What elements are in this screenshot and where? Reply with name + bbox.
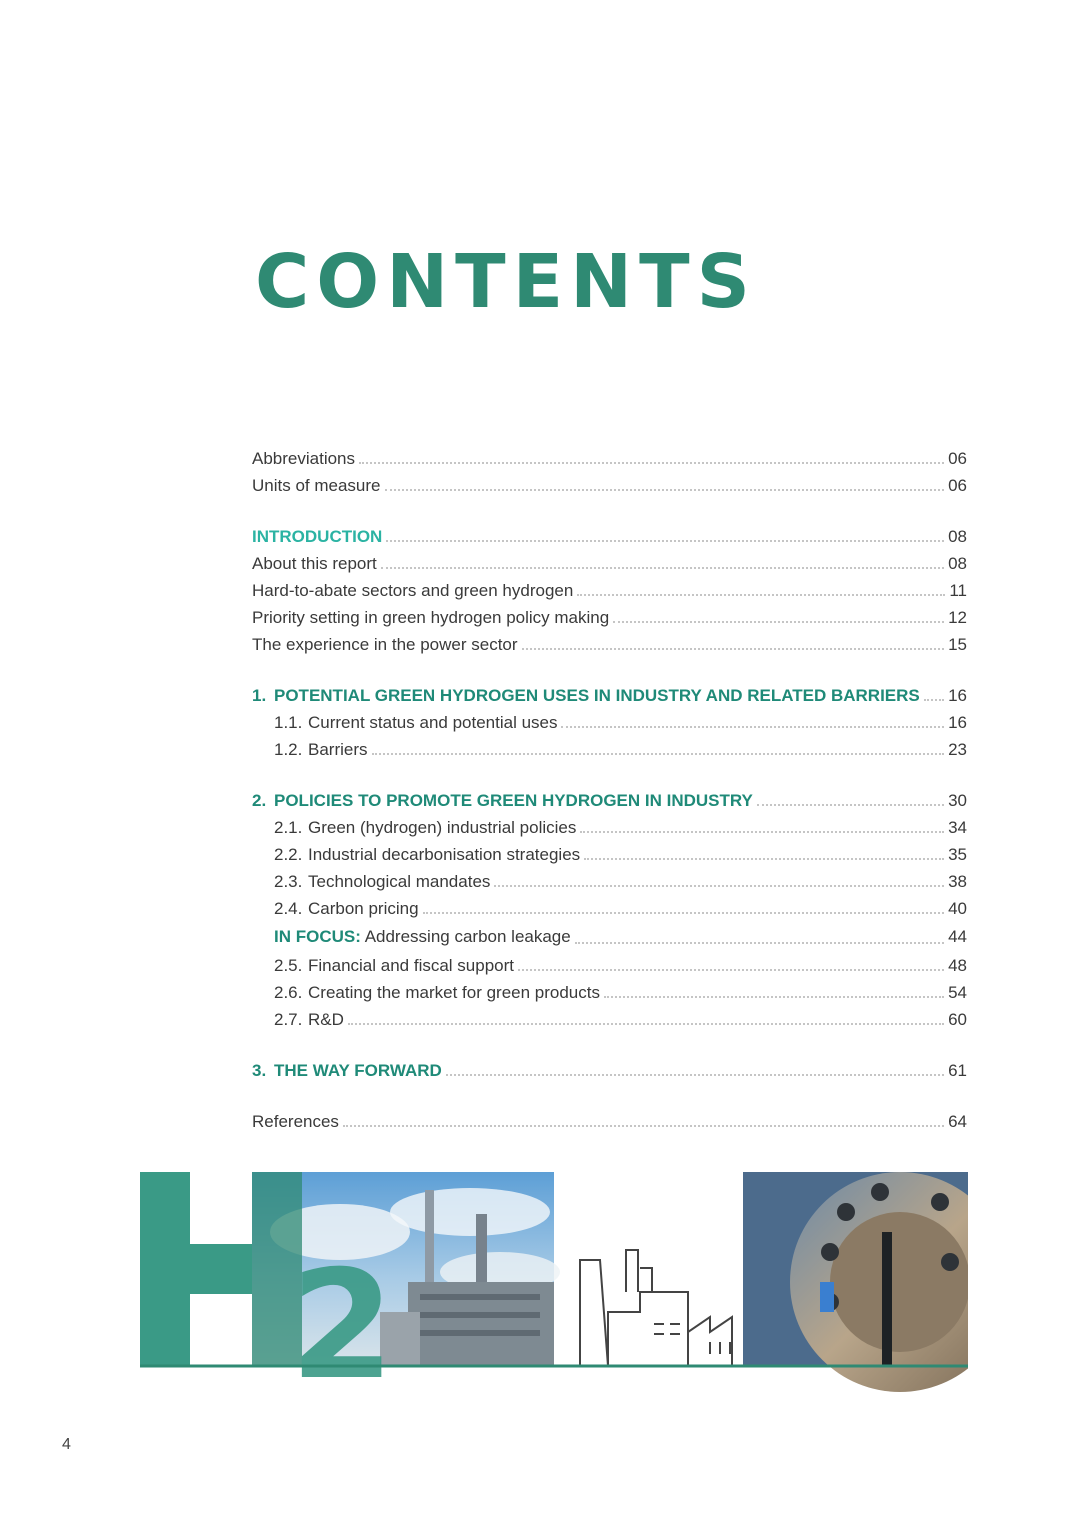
toc-page: 16: [948, 686, 967, 705]
toc-label: [252, 682, 920, 709]
section-number: 2.: [252, 791, 267, 810]
toc-row-in-focus[interactable]: [252, 922, 967, 952]
dot-leader: [385, 488, 945, 491]
dot-leader: [757, 803, 944, 806]
toc-label: [274, 841, 580, 868]
toc-page: 61: [948, 1061, 967, 1080]
subsection-title: Technological mandates: [308, 872, 491, 891]
toc-label: [252, 787, 753, 814]
dot-leader: [386, 539, 944, 542]
dot-leader: [584, 857, 944, 860]
toc-row-1-1[interactable]: [252, 709, 967, 736]
toc-page: 06: [948, 476, 967, 495]
toc-page: 11: [949, 581, 967, 600]
toc-page: 54: [948, 983, 967, 1002]
toc-row-2-1[interactable]: [252, 814, 967, 841]
toc-page: 38: [948, 872, 967, 891]
section-number: 1.: [252, 686, 267, 705]
toc-label: The experience in the power sector: [252, 635, 518, 654]
dot-leader: [577, 593, 945, 596]
toc-row-2-3[interactable]: [252, 868, 967, 895]
section-title: POLICIES TO PROMOTE GREEN HYDROGEN IN INDUSTRY: [274, 791, 753, 810]
toc-row-priority[interactable]: [252, 604, 967, 631]
toc-label: Units of measure: [252, 476, 381, 495]
subsection-number: 2.6.: [274, 983, 303, 1002]
section-title: POTENTIAL GREEN HYDROGEN USES IN INDUSTRY AND RELATED BARRIERS: [274, 686, 920, 705]
toc-row-about[interactable]: [252, 550, 967, 577]
toc-label: [252, 1057, 442, 1084]
toc-label: [274, 922, 571, 952]
toc-row-section-1[interactable]: [252, 682, 967, 709]
subsection-title: Industrial decarbonisation strategies: [308, 845, 581, 864]
toc-row-2-2[interactable]: [252, 841, 967, 868]
toc-page: 06: [948, 449, 967, 468]
toc-row-units[interactable]: [252, 472, 967, 499]
toc-page: 48: [948, 956, 967, 975]
toc-row-2-4[interactable]: [252, 895, 967, 922]
page-number: 4: [62, 1436, 71, 1453]
toc-page: 15: [948, 635, 967, 654]
toc-page: 23: [948, 740, 967, 759]
toc-label: [274, 814, 576, 841]
toc-label: Priority setting in green hydrogen policy making: [252, 608, 610, 627]
toc-row-experience[interactable]: [252, 631, 967, 658]
toc-row-1-2[interactable]: [252, 736, 967, 763]
subsection-number: 2.1.: [274, 818, 303, 837]
toc-row-2-6[interactable]: [252, 979, 967, 1006]
factory-outline-icon: [580, 1250, 732, 1366]
toc-row-abbreviations[interactable]: [252, 445, 967, 472]
table-of-contents: [252, 445, 967, 1135]
machinery-photo: [743, 1172, 968, 1392]
toc-label: [274, 1006, 344, 1033]
dot-leader: [446, 1073, 944, 1076]
contents-title: CONTENTS: [255, 239, 757, 325]
toc-page: 30: [948, 791, 967, 810]
toc-page: 12: [948, 608, 967, 627]
dot-leader: [372, 752, 945, 755]
toc-page: 60: [948, 1010, 967, 1029]
toc-label: [274, 895, 419, 922]
subsection-number: 2.5.: [274, 956, 303, 975]
subsection-title: Creating the market for green products: [308, 983, 600, 1002]
section-number: 3.: [252, 1061, 267, 1080]
subsection-number: 2.3.: [274, 872, 303, 891]
dot-leader: [575, 941, 944, 944]
toc-page: 64: [948, 1112, 967, 1131]
in-focus-prefix: IN FOCUS:: [274, 927, 361, 946]
in-focus-title: Addressing carbon leakage: [364, 927, 571, 946]
toc-label: References: [252, 1112, 339, 1131]
subsection-number: 2.2.: [274, 845, 303, 864]
subsection-number: 1.1.: [274, 713, 303, 732]
toc-row-references[interactable]: [252, 1108, 967, 1135]
toc-label: [274, 979, 600, 1006]
section-title: THE WAY FORWARD: [274, 1061, 442, 1080]
subscript-2: 2: [290, 1239, 395, 1392]
subsection-title: Green (hydrogen) industrial policies: [308, 818, 577, 837]
h2-illustration-banner: [140, 1172, 968, 1392]
toc-row-section-3[interactable]: [252, 1057, 967, 1084]
dot-leader: [580, 830, 944, 833]
dot-leader: [359, 461, 944, 464]
subsection-title: Carbon pricing: [308, 899, 419, 918]
subsection-number: 1.2.: [274, 740, 303, 759]
dot-leader: [494, 884, 944, 887]
dot-leader: [518, 968, 944, 971]
dot-leader: [613, 620, 944, 623]
toc-page: 08: [948, 527, 967, 546]
dot-leader: [343, 1124, 944, 1127]
toc-page: 16: [948, 713, 967, 732]
toc-label: [274, 952, 514, 979]
toc-label: Hard-to-abate sectors and green hydrogen: [252, 581, 574, 600]
subsection-number: 2.4.: [274, 899, 303, 918]
toc-page: 44: [948, 927, 967, 946]
toc-label: [274, 709, 557, 736]
dot-leader: [348, 1022, 944, 1025]
dot-leader: [522, 647, 945, 650]
toc-row-2-7[interactable]: [252, 1006, 967, 1033]
dot-leader: [381, 566, 944, 569]
toc-label: INTRODUCTION: [252, 527, 383, 546]
dot-leader: [423, 911, 945, 914]
toc-label: About this report: [252, 554, 377, 573]
subsection-title: R&D: [308, 1010, 344, 1029]
dot-leader: [604, 995, 944, 998]
toc-page: 34: [948, 818, 967, 837]
toc-page: 08: [948, 554, 967, 573]
subsection-title: Barriers: [308, 740, 368, 759]
subsection-number: 2.7.: [274, 1010, 303, 1029]
toc-label: Abbreviations: [252, 449, 356, 468]
toc-row-hard-to-abate[interactable]: [252, 577, 967, 604]
toc-label: [274, 868, 490, 895]
subsection-title: Current status and potential uses: [308, 713, 558, 732]
dot-leader: [561, 725, 944, 728]
toc-page: 40: [948, 899, 967, 918]
toc-row-introduction[interactable]: [252, 523, 967, 550]
toc-page: 35: [948, 845, 967, 864]
toc-label: [274, 736, 368, 763]
subsection-title: Financial and fiscal support: [308, 956, 515, 975]
toc-row-section-2[interactable]: [252, 787, 967, 814]
dot-leader: [924, 698, 944, 701]
toc-row-2-5[interactable]: [252, 952, 967, 979]
